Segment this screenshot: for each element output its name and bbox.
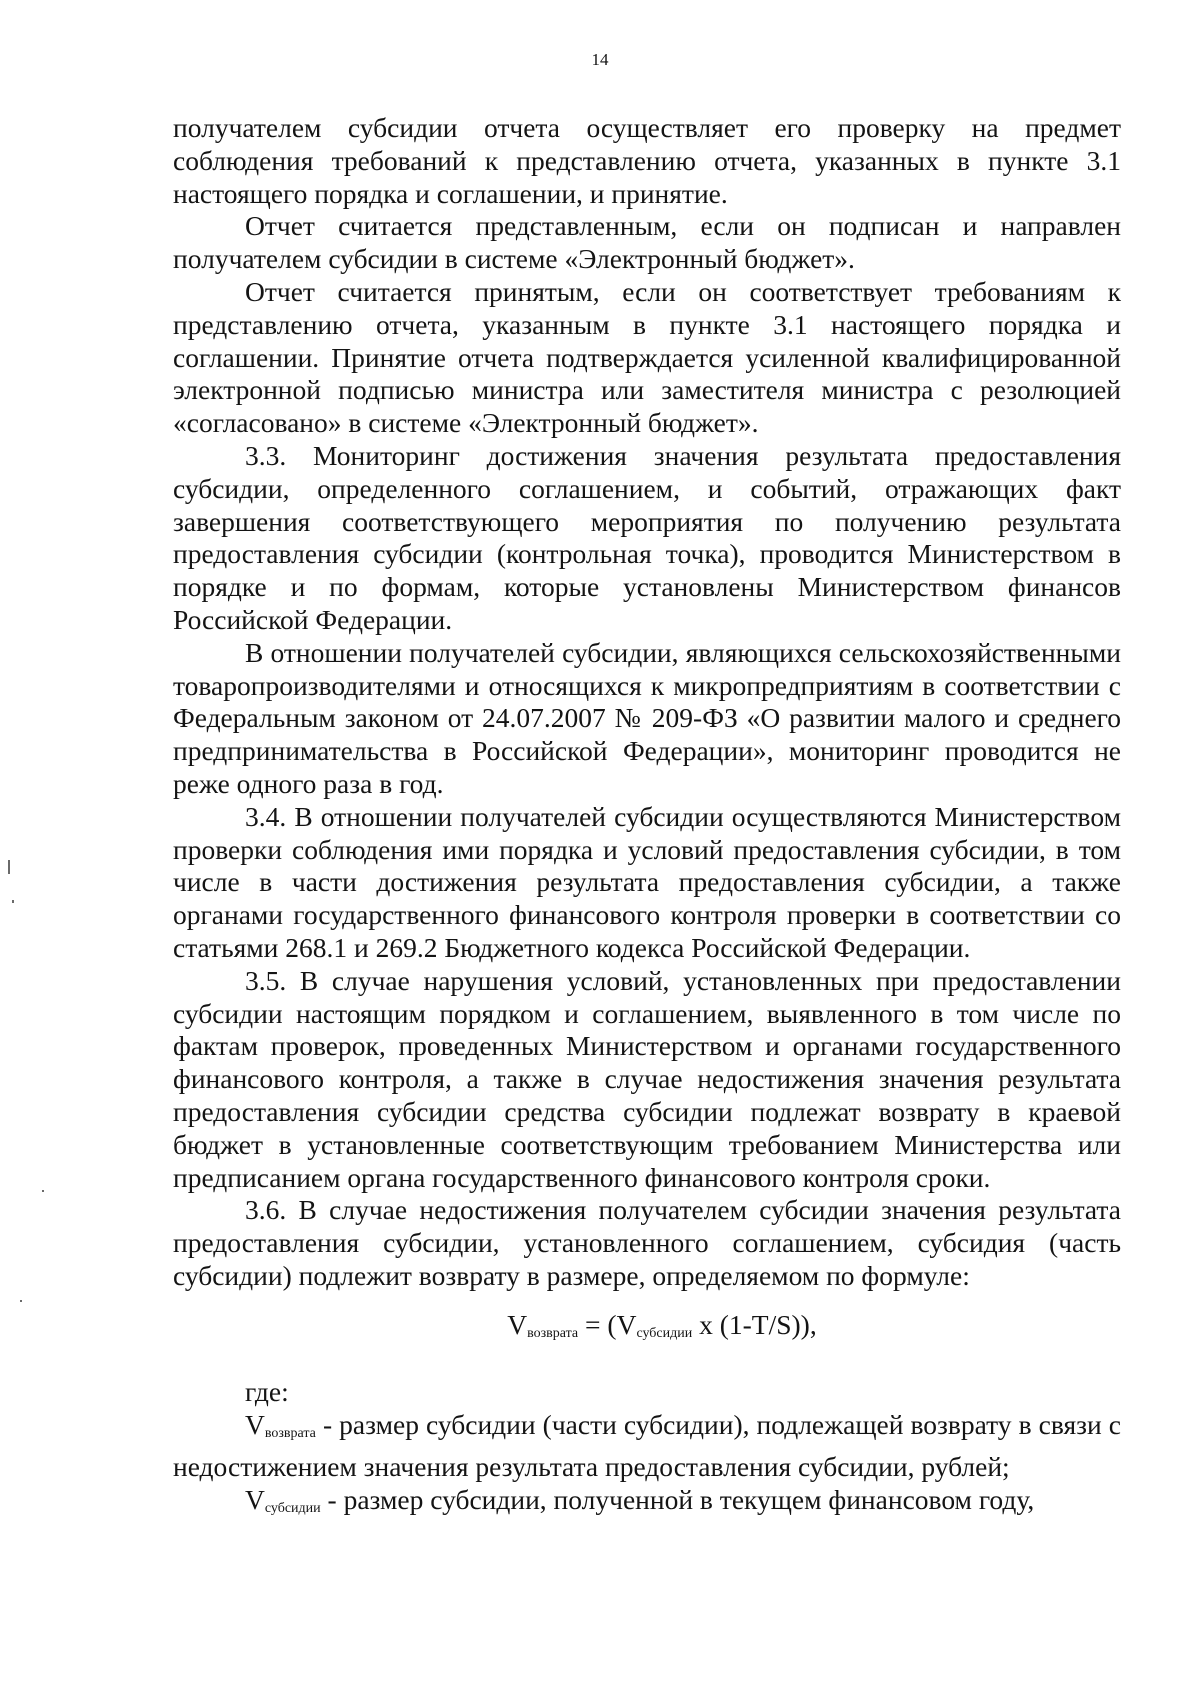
- page-number: 14: [591, 50, 609, 69]
- paragraph-micro-enterprises: В отношении получателей субсидии, являющихся сельскохозяйственными товаропроизводителями и относящихся к микропредприятиям в соответствии с Федеральным законом от 24.07.2007 № 209-ФЗ «О развитии малого и среднего предпринимательства в Российской Федерации», мониторинг проводится не реже одного раза в год.: [173, 636, 1121, 799]
- paragraph-3-6-refund: 3.6. В случае недостижения получателем субсидии значения результата предоставления субсидии, установленного соглашением, субсидия (часть субсидии) подлежит возврату в размере, определяемом по формуле:: [173, 1194, 1121, 1291]
- paragraph-3-4-inspections: 3.4. В отношении получателей субсидии осуществляются Министерством проверки соблюдения ими порядка и условий предоставления субсидии, в том числе в части достижения результата предоставления субсидии, а также органами государственного финансового контроля проверки в соответствии со статьями 268.1 и 269.2 Бюджетного кодекса Российской Федерации.: [173, 800, 1121, 963]
- scan-speck: [20, 1300, 22, 1302]
- definition-subscript: субсидии: [264, 1500, 321, 1516]
- document-body: [173, 112, 1121, 1526]
- definition-v-subsidy: [173, 1484, 1121, 1526]
- definition-symbol: V: [245, 1483, 265, 1515]
- definition-text: - размер субсидии, полученной в текущем финансовом году,: [320, 1483, 1035, 1515]
- paragraph-report-submitted: Отчет считается представленным, если он подписан и направлен получателем субсидии в системе «Электронный бюджет».: [173, 210, 1121, 275]
- where-label: где:: [245, 1376, 289, 1408]
- paragraph-report-accepted: Отчет считается принятым, если он соответствует требованиям к представлению отчета, указанным в пункте 3.1 настоящего порядка и соглашении. Принятие отчета подтверждается усиленной квалифицированной электронной подписью министра или заместителя министра с резолюцией «согласовано» в системе «Электронный бюджет».: [173, 275, 1121, 439]
- paragraph-3-3-monitoring: 3.3. Мониторинг достижения значения результата предоставления субсидии, определенного соглашением, и событий, отражающих факт завершения соответствующего мероприятия по получению результата предоставления субсидии (контрольная точка), проводится Министерством в порядке и по формам, которые установлены Министерством финансов Российской Федерации.: [173, 439, 1121, 635]
- definition-symbol: V: [245, 1409, 265, 1441]
- definition-v-return: [173, 1409, 1121, 1484]
- formula-equals-open: = (V: [578, 1308, 637, 1340]
- formula-v-symbol: V: [507, 1308, 528, 1340]
- definition-text: - размер субсидии (части субсидии), подлежащей возврату в связи с недостижением значения результата предоставления субсидии, рублей;: [173, 1409, 1121, 1483]
- formula-v-subsidy-subscript: субсидии: [636, 1325, 693, 1341]
- definition-subscript: возврата: [264, 1426, 316, 1442]
- paragraph-3-5-violations: 3.5. В случае нарушения условий, установленных при предоставлении субсидии настоящим порядком и соглашением, выявленного в том числе по фактам проверок, проведенных Министерством и органами государственного финансового контроля, а также в случае недостижения значения результата предоставления субсидии средства субсидии подлежат возврату в краевой бюджет в установленные соответствующим требованием Министерства или предписанием органа государственного финансового контроля сроки.: [173, 964, 1121, 1193]
- formula-tail: x (1-T/S)),: [692, 1308, 817, 1340]
- paragraph-report-verification: получателем субсидии отчета осуществляет его проверку на предмет соблюдения требований к представлению отчета, указанных в пункте 3.1 настоящего порядка и соглашении, и принятие.: [173, 112, 1121, 209]
- refund-formula: [173, 1309, 1121, 1351]
- scan-speck: [42, 1190, 44, 1192]
- scan-speck: [8, 860, 10, 874]
- scan-speck: [12, 900, 14, 903]
- formula-v-return-subscript: возврата: [527, 1325, 579, 1341]
